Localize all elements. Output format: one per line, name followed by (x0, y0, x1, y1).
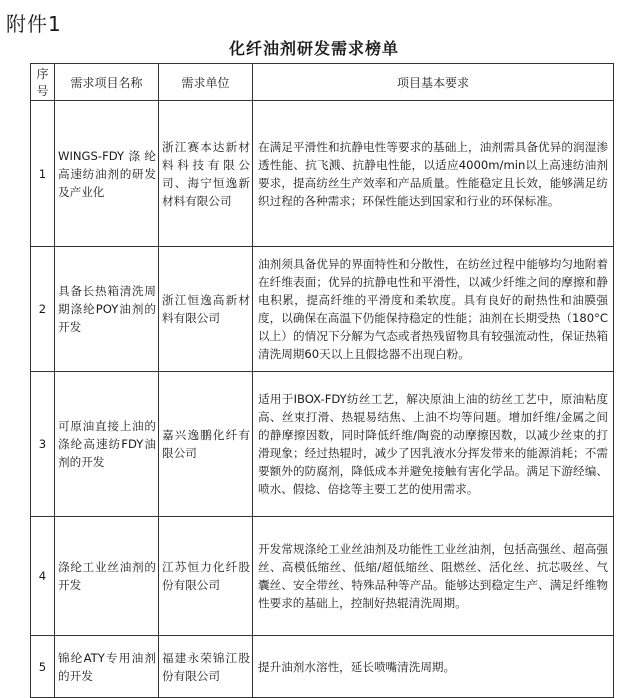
row-number: 5 (31, 636, 55, 698)
table-row (31, 101, 614, 247)
table-row (31, 636, 614, 698)
row-number: 2 (31, 247, 55, 372)
row-number: 1 (31, 101, 55, 247)
header-req: 项目基本要求 (253, 64, 614, 101)
project-name: 涤纶工业丝油剂的开发 (55, 517, 159, 636)
requirements-text: 开发常规涤纶工业丝油剂及功能性工业丝油剂，包括高强丝、超高强丝、高模低缩丝、低缩/超低缩丝、阻燃丝、活化丝、抗芯吸丝、气囊丝、安全带丝、特殊品种等产品。能够达到稳定生产、满足纤维物性要求的基础上，控制好热辊清洗周期。 (253, 517, 614, 636)
requesting-org: 福建永荣锦江股份有限公司 (159, 636, 253, 698)
project-name: 具备长热箱清洗周期涤纶POY油剂的开发 (55, 247, 159, 372)
project-name: 可原油直接上油的涤纶高速纺FDY油剂的开发 (55, 372, 159, 517)
requesting-org: 浙江赛本达新材料科技有限公司、海宁恒逸新材料有限公司 (159, 101, 253, 247)
header-name: 需求项目名称 (55, 64, 159, 101)
requesting-org: 浙江恒逸高新材料有限公司 (159, 247, 253, 372)
requesting-org: 嘉兴逸鹏化纤有限公司 (159, 372, 253, 517)
requirements-text: 适用于IBOX-FDY纺丝工艺，解决原油上油的纺丝工艺中，原油粘度高、丝束打滑、热辊易结焦、上油不均等问题。增加纤维/金属之间的静摩擦因数，同时降低纤维/陶瓷的动摩擦因数，以减少丝束的打滑现象；经过热辊时，减少了因乳液水分挥发带来的能源消耗；不需要额外的防腐剂，降低成本并避免接触有害化学品。满足下游经编、喷水、假捻、倍捻等主要工艺的使用需求。 (253, 372, 614, 517)
table-row (31, 247, 614, 372)
table-header-row (31, 64, 614, 101)
requirements-text: 在满足平滑性和抗静电性等要求的基础上，油剂需具备优异的润湿渗透性能、抗飞溅、抗静电性能，以适应4000m/min以上高速纺油剂要求，提高纺丝生产效率和产品质量。性能稳定且长效，能够满足纺织过程的各种需求；环保性能达到国家和行业的环保标准。 (253, 101, 614, 247)
project-name: WINGS-FDY涤纶高速纺油剂的研发及产业化 (55, 101, 159, 247)
header-no: 序号 (31, 64, 55, 101)
requirements-text: 提升油剂水溶性，延长喷嘴清洗周期。 (253, 636, 614, 698)
requirements-table (30, 63, 614, 698)
project-name: 锦纶ATY专用油剂的开发 (55, 636, 159, 698)
requesting-org: 江苏恒力化纤股份有限公司 (159, 517, 253, 636)
row-number: 3 (31, 372, 55, 517)
requirements-text: 油剂须具备优异的界面特性和分散性，在纺丝过程中能够均匀地附着在纤维表面；优异的抗静电性和平滑性，以减少纤维之间的摩擦和静电积累，提高纤维的平滑度和柔软度。具有良好的耐热性和油膜强度，以确保在高温下仍能保持稳定的性能；油剂在长期受热（180°C以上）的情况下分解为气态或者热残留物具有较强流动性，保证热箱清洗周期60天以上且假捻器不出现白粉。 (253, 247, 614, 372)
row-number: 4 (31, 517, 55, 636)
header-org: 需求单位 (159, 64, 253, 101)
attachment-label: 附件1 (6, 12, 62, 36)
document-title: 化纤油剂研发需求榜单 (228, 39, 399, 58)
table-row (31, 372, 614, 517)
table-row (31, 517, 614, 636)
